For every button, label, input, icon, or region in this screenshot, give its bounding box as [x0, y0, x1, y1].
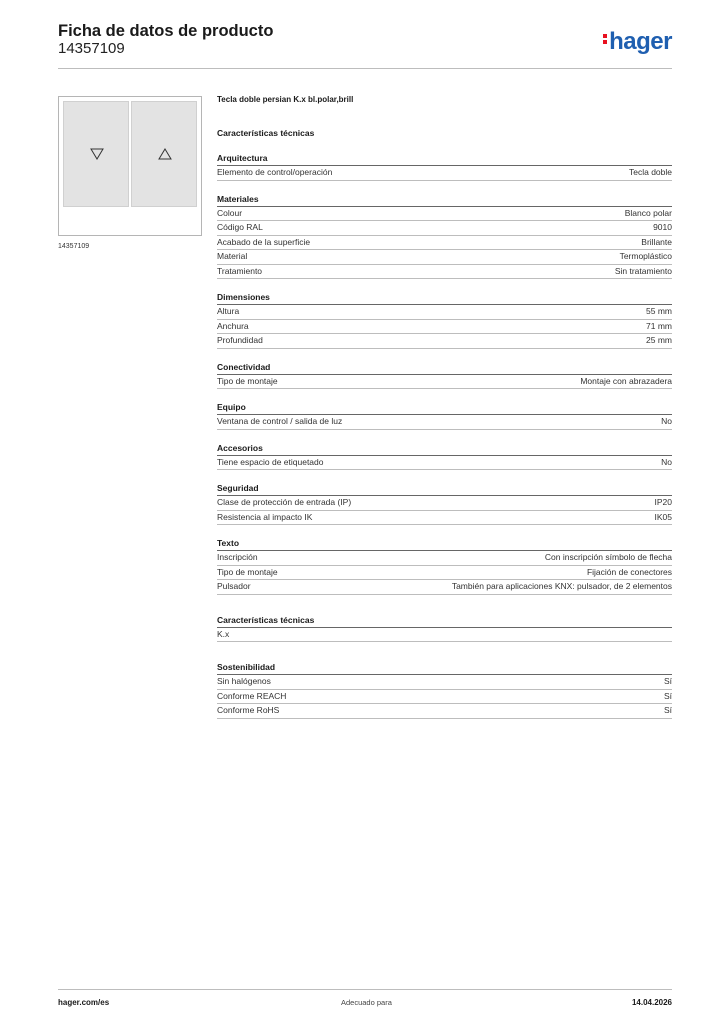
group-title: Equipo	[217, 402, 672, 415]
triangle-up-icon	[158, 148, 172, 160]
spec-value: 9010	[653, 222, 672, 232]
spec-value: Sí	[663, 690, 672, 701]
sustainability-group	[217, 662, 672, 719]
doc-title: Ficha de datos de producto	[58, 22, 274, 40]
spec-groups	[217, 153, 672, 595]
spec-row	[217, 166, 672, 181]
hager-logo	[603, 28, 672, 56]
spec-row	[217, 415, 672, 430]
spec-group-accesorios	[217, 443, 672, 471]
spec-value: Sí	[663, 705, 672, 715]
spec-value: Sí	[663, 676, 672, 686]
spec-value: Blanco polar	[624, 207, 672, 218]
spec-group-seguridad	[217, 483, 672, 525]
spec-row	[217, 236, 672, 251]
right-key	[131, 101, 197, 207]
group-title: Conectividad	[217, 362, 672, 375]
spec-label: Clase de protección de entrada (IP)	[217, 497, 352, 507]
spec-label: Tratamiento	[217, 265, 263, 276]
left-key	[63, 101, 129, 207]
footer-site: hager.com/es	[58, 998, 110, 1007]
spec-row	[217, 496, 672, 511]
spec-row	[217, 207, 672, 222]
group-title: Sostenibilidad	[217, 662, 672, 675]
spec-value: Con inscripción símbolo de flecha	[544, 552, 672, 562]
spec-label: Inscripción	[217, 552, 258, 562]
spec-value: 55 mm	[646, 306, 672, 316]
logo-text: hager	[609, 28, 672, 55]
spec-row	[217, 690, 672, 705]
spec-row	[217, 265, 672, 280]
spec-row	[217, 675, 672, 690]
group-title: Dimensiones	[217, 292, 672, 305]
triangle-down-icon	[90, 148, 104, 160]
spec-value: IK05	[654, 511, 672, 522]
spec-label: Tiene espacio de etiquetado	[217, 456, 324, 467]
group-title: Accesorios	[217, 443, 672, 456]
spec-label: Material	[217, 251, 248, 261]
group-title: Texto	[217, 538, 672, 551]
spec-label: Ventana de control / salida de luz	[217, 416, 343, 426]
spec-label: Tipo de montaje	[217, 375, 278, 386]
spec-label: Colour	[217, 207, 243, 218]
spec-label: Profundidad	[217, 335, 263, 345]
spec-group-dimensiones	[217, 292, 672, 349]
spec-value: También para aplicaciones KNX: pulsador, de 2 elementos	[451, 581, 672, 591]
spec-group-arquitectura	[217, 153, 672, 181]
spec-row	[217, 580, 672, 595]
product-number: 14357109	[58, 40, 125, 57]
group-title: Seguridad	[217, 483, 672, 496]
header-divider	[58, 68, 672, 69]
spec-group-texto	[217, 538, 672, 595]
spec-content	[217, 95, 672, 732]
spec-value: Brillante	[641, 236, 672, 247]
spec-value: No	[661, 456, 672, 467]
group-title: Características técnicas	[217, 615, 672, 628]
spec-value: Montaje con abrazadera	[580, 375, 672, 386]
spec-row	[217, 704, 672, 719]
spec-row	[217, 305, 672, 320]
spec-group-materiales	[217, 194, 672, 280]
spec-value: IP20	[654, 497, 672, 507]
spec-label: Anchura	[217, 320, 249, 331]
spec-value: Termoplástico	[619, 251, 672, 261]
spec-value: Sin tratamiento	[614, 265, 672, 276]
footer-note: Adecuado para	[341, 998, 392, 1007]
tech-group-2	[217, 615, 672, 643]
sustainability-rows	[217, 675, 672, 719]
spec-label: Código RAL	[217, 222, 263, 232]
spec-label: Tipo de montaje	[217, 566, 278, 577]
group-title: Materiales	[217, 194, 672, 207]
spec-value: 25 mm	[646, 335, 672, 345]
spec-row	[217, 551, 672, 566]
spec-label: Resistencia al impacto IK	[217, 511, 313, 522]
spec-value: 71 mm	[646, 320, 672, 331]
spec-label: Conforme REACH	[217, 690, 287, 701]
spec-row	[217, 566, 672, 581]
product-name: Tecla doble persian K.x bl.polar,brill	[217, 95, 354, 104]
group-title: Arquitectura	[217, 153, 672, 166]
spec-row	[217, 334, 672, 349]
spec-label: Sin halógenos	[217, 676, 271, 686]
spec-row	[217, 456, 672, 471]
tech-heading: Características técnicas	[217, 128, 315, 138]
footer-date: 14.04.2026	[631, 998, 672, 1007]
spec-label: Altura	[217, 306, 240, 316]
spec-row	[217, 320, 672, 335]
spec-row	[217, 250, 672, 265]
spec-row	[217, 221, 672, 236]
spec-value: Fijación de conectores	[586, 566, 672, 577]
product-image	[58, 96, 202, 236]
image-caption: 14357109	[58, 243, 90, 250]
tech-item: K.x	[217, 628, 672, 643]
spec-row	[217, 375, 672, 390]
spec-value: Tecla doble	[628, 167, 672, 177]
spec-label: Pulsador	[217, 581, 251, 591]
spec-label: Acabado de la superficie	[217, 236, 311, 247]
spec-row	[217, 511, 672, 526]
footer-divider	[58, 989, 672, 990]
spec-label: Elemento de control/operación	[217, 167, 333, 177]
spec-label: Conforme RoHS	[217, 705, 280, 715]
spec-group-equipo	[217, 402, 672, 430]
spec-value: No	[661, 416, 672, 426]
spec-group-conectividad	[217, 362, 672, 390]
